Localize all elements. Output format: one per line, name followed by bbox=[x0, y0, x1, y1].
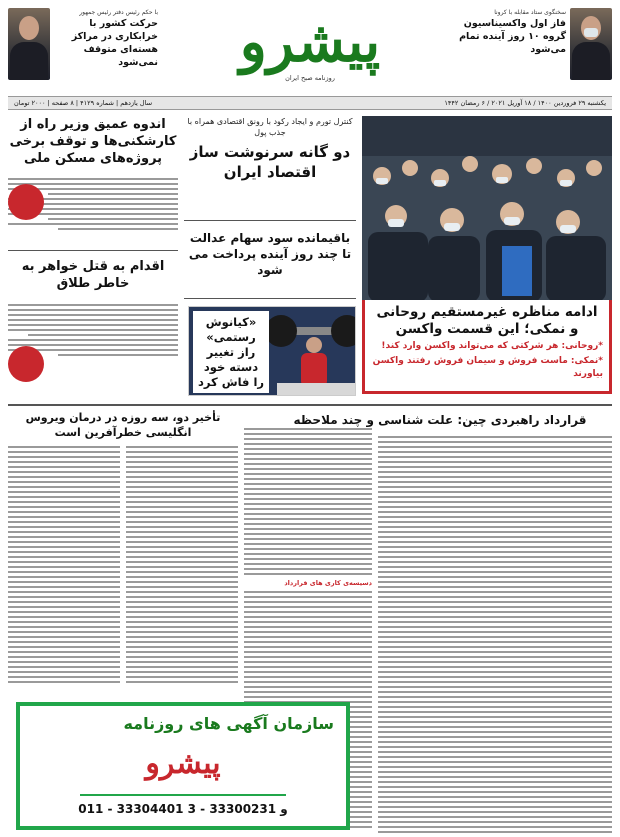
left-column bbox=[8, 116, 178, 396]
weightlifter-quote: «کیانوش رستمی» راز تغییر دسته خود را فاش کرد bbox=[193, 311, 269, 393]
lead-headline: ادامه مناظره غیرمستقیم روحانی و نمکی؛ این قسمت واکسن bbox=[376, 304, 598, 337]
virus-headline[interactable]: تأخیر دو، سه روزه در درمان ویروس انگلیسی خطرآفرین است bbox=[25, 411, 221, 439]
economy-kicker: کنترل تورم و ایجاد رکود با رونق اقتصادی همراه با جذب پول bbox=[187, 117, 353, 137]
divider bbox=[184, 220, 356, 221]
logo-subtitle: روزنامه صبح ایران bbox=[285, 74, 335, 82]
lead-subhead-2: *نمکی: ماست فروش و سیمان فروش رفتند واکسن بیاورند bbox=[372, 356, 603, 379]
masthead-right-news[interactable] bbox=[460, 8, 612, 86]
ad-divider bbox=[80, 794, 286, 796]
section-divider bbox=[8, 404, 612, 406]
china-headline[interactable]: قرارداد راهبردی چین: علت شناسی و چند ملاحظه bbox=[293, 413, 587, 427]
date-text: یکشنبه ۲۹ فروردین ۱۴۰۰ / ۱۸ آوریل ۲۰۲۱ / ۶ رمضان ۱۴۴۲ bbox=[444, 99, 606, 107]
newspaper-ad-box[interactable] bbox=[16, 702, 350, 830]
lead-subhead-1: *روحانی: هر شرکتی که می‌تواند واکسن وارد کند! bbox=[381, 341, 603, 351]
shares-story[interactable] bbox=[184, 230, 356, 286]
middle-body-text bbox=[244, 428, 372, 575]
virus-story-column bbox=[8, 410, 238, 698]
virus-body-text-1 bbox=[126, 446, 238, 683]
ad-brand: پیشرو bbox=[145, 746, 221, 781]
official-photo bbox=[8, 8, 50, 80]
news-agency-logo bbox=[8, 346, 44, 382]
newspaper-logo: پیشرو bbox=[239, 9, 381, 75]
lead-story[interactable] bbox=[362, 300, 612, 394]
issue-info: سال یازدهم | شماره ۴۱۲۹ | ۸ صفحه | ۲۰۰۰ تومان bbox=[14, 99, 153, 107]
ad-title: سازمان آگهی های روزنامه bbox=[123, 714, 334, 733]
spokesman-photo bbox=[570, 8, 612, 80]
ad-phones: 011 - 33304401 و 33300231 - 3 bbox=[78, 802, 288, 816]
middle-subhead: دسیسه‌ی کاری های قرارداد bbox=[284, 579, 372, 587]
divider bbox=[184, 298, 356, 299]
weightlifter-story[interactable] bbox=[188, 306, 356, 396]
dateline-bar bbox=[8, 96, 612, 110]
masthead bbox=[0, 0, 620, 96]
shares-headline: باقیمانده سود سهام عدالت تا چند روز آینده پرداخت می شود bbox=[188, 231, 352, 277]
virus-body-text-2 bbox=[8, 446, 120, 683]
right-headline: فاز اول واکسیناسیون گروه ۱۰ روز آینده تمام می‌شود bbox=[459, 18, 566, 55]
economy-story[interactable] bbox=[184, 116, 356, 208]
right-kicker: سخنگوی ستاد مقابله با کرونا bbox=[494, 9, 566, 16]
left-kicker: با حکم رئیس دفتر رئیس جمهور bbox=[79, 9, 158, 16]
economy-headline: دو گانه سرنوشت ساز اقتصاد ایران bbox=[189, 143, 351, 181]
left-headline: حرکت کشور با خرابکاری در مراکز هسته‌ای متوقف نمی‌شود bbox=[71, 18, 158, 68]
divider bbox=[8, 250, 178, 251]
china-body-text bbox=[378, 436, 612, 833]
masthead-left-news[interactable] bbox=[8, 8, 158, 86]
crime-headline[interactable]: اقدام به قتل خواهر به خاطر طلاق bbox=[21, 259, 165, 291]
vaccination-queue-photo bbox=[362, 116, 612, 300]
news-agency-logo bbox=[8, 184, 44, 220]
housing-headline[interactable]: اندوه عمیق وزیر راه از کارشکنی‌ها و توقف برخی پروژه‌های مسکن ملی bbox=[9, 117, 177, 166]
